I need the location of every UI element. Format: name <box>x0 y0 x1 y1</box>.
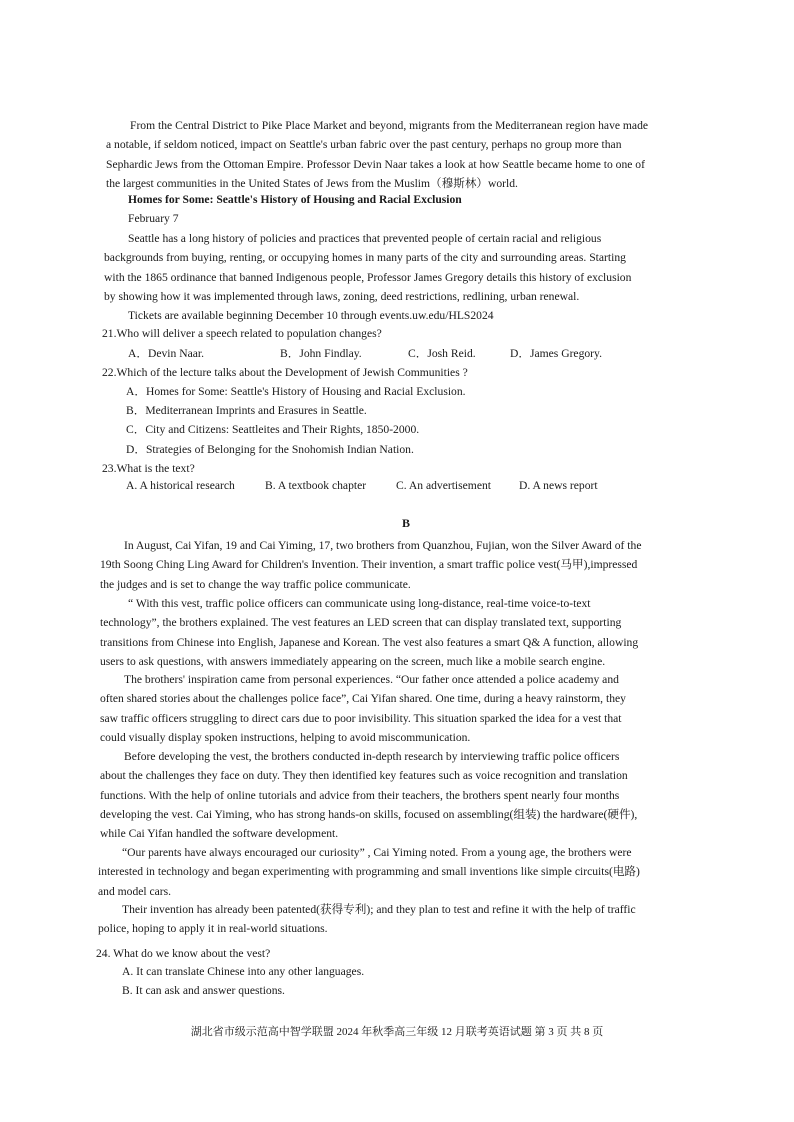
text-line: saw traffic officers struggling to direct cars due to poor invisibility. This situation sparked the idea for a vest that <box>100 711 622 725</box>
text-line: functions. With the help of online tutorials and advice from their teachers, the brothers spent nearly four months <box>100 788 620 802</box>
text-line: often shared stories about the challenges police face”, Cai Yifan shared. One time, during a heavy rainstorm, they <box>100 692 626 706</box>
question-23-option-c[interactable]: C. An advertisement <box>396 479 491 492</box>
passage-b-paragraph-5 <box>98 843 696 901</box>
question-22-option-d[interactable]: D．Strategies of Belonging for the Snohomish Indian Nation. <box>126 443 414 456</box>
text-line: Before developing the vest, the brothers conducted in-depth research by interviewing traffic police officers <box>124 750 620 763</box>
text-line: In August, Cai Yifan, 19 and Cai Yiming, 17, two brothers from Quanzhou, Fujian, won the Silver Award of the <box>124 539 642 552</box>
text-line: could visually display spoken instructions, helping to avoid miscommunication. <box>100 730 471 744</box>
question-23-option-a[interactable]: A. A historical research <box>126 479 235 492</box>
lecture-date: February 7 <box>128 212 179 225</box>
text-line: with the 1865 ordinance that banned Indigenous people, Professor James Gregory details this history of exclusion <box>104 270 632 284</box>
passage-a-paragraph-1 <box>106 116 692 193</box>
text-line: Seattle has a long history of policies and practices that prevented people of certain racial and religious <box>128 232 602 245</box>
text-line: transitions from Chinese into English, Japanese and Korean. The vest also features a smart Q& A function, allowing <box>100 635 639 649</box>
text-line: developing the vest. Cai Yiming, who has strong hands-on skills, focused on assembling(组装) the hardware(硬件), <box>100 807 638 821</box>
passage-b-paragraph-4 <box>100 747 694 843</box>
question-21-stem: 21.Who will deliver a speech related to population changes? <box>102 327 382 340</box>
question-24-option-a[interactable]: A. It can translate Chinese into any other languages. <box>122 965 365 978</box>
passage-b-paragraph-3 <box>100 670 694 747</box>
text-line: “Our parents have always encouraged our curiosity” , Cai Yiming noted. From a young age, the brothers were <box>122 846 632 859</box>
passage-b-paragraph-2 <box>100 594 694 671</box>
section-b-heading: B <box>401 516 410 530</box>
question-21-option-d[interactable]: D．James Gregory. <box>510 347 602 360</box>
lecture-title: Homes for Some: Seattle's History of Housing and Racial Exclusion <box>128 193 462 206</box>
text-line: while Cai Yifan handled the software development. <box>100 827 339 841</box>
question-23-option-b[interactable]: B. A textbook chapter <box>265 479 367 492</box>
question-22-option-b[interactable]: B．Mediterranean Imprints and Erasures in Seattle. <box>126 404 367 417</box>
text-line: The brothers' inspiration came from personal experiences. “Our father once attended a police academy and <box>124 673 619 686</box>
text-line: technology”, the brothers explained. The vest features an LED screen that can display translated text, supporting <box>100 616 622 630</box>
text-line: police, hoping to apply it in real-world situations. <box>98 922 328 936</box>
question-24-option-b[interactable]: B. It can ask and answer questions. <box>122 984 285 997</box>
text-line: Their invention has already been patented(获得专利); and they plan to test and refine it with the help of traffic <box>122 903 636 916</box>
question-23-stem: 23.What is the text? <box>102 462 195 475</box>
question-21-option-b[interactable]: B．John Findlay. <box>280 347 362 360</box>
text-line: 19th Soong Ching Ling Award for Children's Invention. Their invention, a smart traffic police vest(马甲),impressed <box>100 558 638 572</box>
text-line: From the Central District to Pike Place Market and beyond, migrants from the Mediterranean region have made <box>130 119 649 132</box>
question-22-stem: 22.Which of the lecture talks about the Development of Jewish Communities ? <box>102 366 468 379</box>
question-21-option-a[interactable]: A．Devin Naar. <box>128 347 204 360</box>
question-23-option-d[interactable]: D. A news report <box>519 479 598 492</box>
question-22-option-c[interactable]: C．City and Citizens: Seattleites and Their Rights, 1850-2000. <box>126 423 420 436</box>
text-line: backgrounds from buying, renting, or occupying homes in many parts of the city and surrounding areas. Starting <box>104 251 626 265</box>
text-line: about the challenges they face on duty. They then identified key features such as voice recognition and translation <box>100 769 628 783</box>
text-line: and model cars. <box>98 884 172 898</box>
text-line: interested in technology and began experimenting with programming and small inventions like simple circuits(电路) <box>98 865 640 879</box>
text-line: a notable, if seldom noticed, impact on Seattle's urban fabric over the past century, perhaps no group more than <box>106 138 622 152</box>
question-22-option-a[interactable]: A．Homes for Some: Seattle's History of Housing and Racial Exclusion. <box>126 385 466 398</box>
page-footer: 湖北省市级示范高中智学联盟 2024 年秋季高三年级 12 月联考英语试题 第 3 页 共 8 页 <box>190 1026 604 1038</box>
text-line: “ With this vest, traffic police officers can communicate using long-distance, real-time voice-to-text <box>128 597 591 610</box>
question-24-stem: 24. What do we know about the vest? <box>96 947 271 960</box>
text-line: users to ask questions, with answers immediately appearing on the screen, much like a mobile search engine. <box>100 654 606 668</box>
question-21-option-c[interactable]: C．Josh Reid. <box>408 347 476 360</box>
text-line: by showing how it was implemented through laws, zoning, deed restrictions, redlining, urban renewal. <box>104 289 580 303</box>
text-line: the judges and is set to change the way traffic police communicate. <box>100 577 411 591</box>
passage-b-paragraph-1 <box>100 536 694 594</box>
text-line: the largest communities in the United States of Jews from the Muslim（穆斯林）world. <box>106 176 518 190</box>
passage-a-paragraph-2 <box>104 229 692 306</box>
passage-b-paragraph-6 <box>98 900 696 939</box>
text-line: Sephardic Jews from the Ottoman Empire. Professor Devin Naar takes a look at how Seattle became home to one of <box>106 157 645 171</box>
tickets-info: Tickets are available beginning December 10 through events.uw.edu/HLS2024 <box>128 309 494 322</box>
